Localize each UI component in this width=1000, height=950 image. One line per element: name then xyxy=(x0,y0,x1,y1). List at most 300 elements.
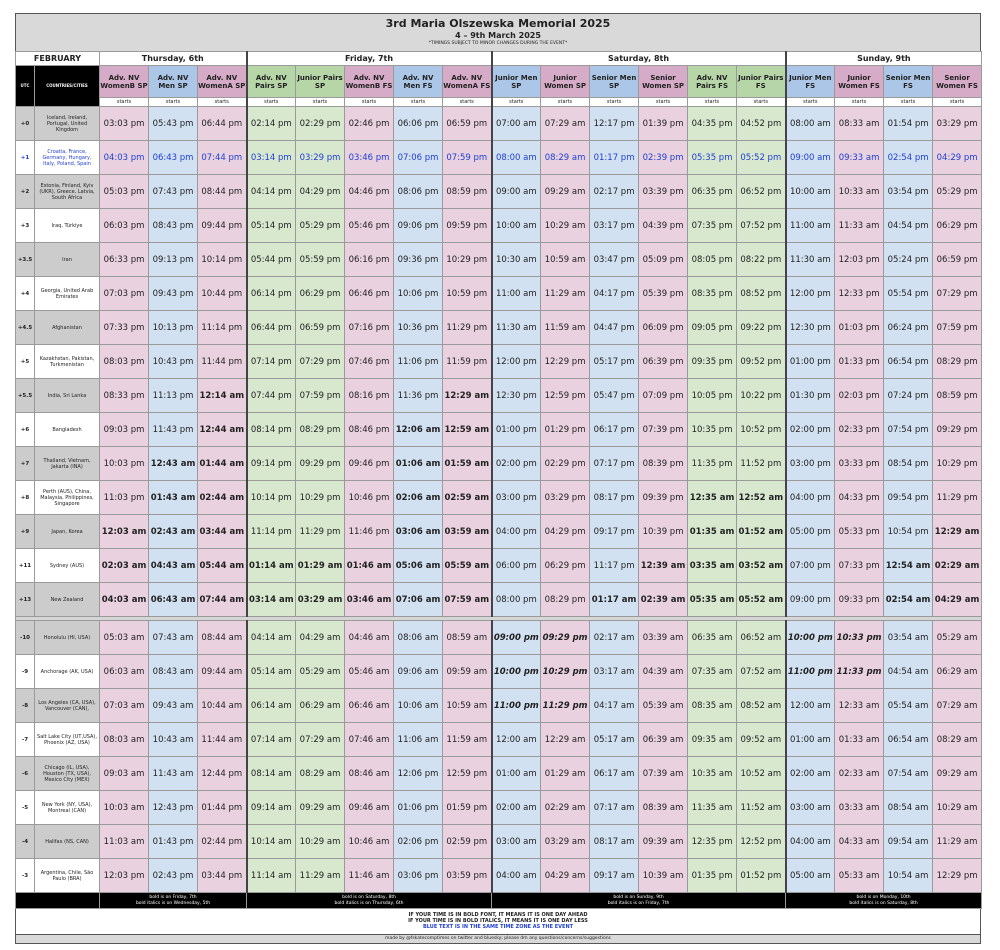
event-header: Junior Pairs FS xyxy=(737,66,786,98)
start-time-cell: 01:00 am xyxy=(786,723,835,757)
start-time-cell: 08:17 pm xyxy=(590,481,639,515)
start-time-cell: 11:29 pm xyxy=(296,515,345,549)
start-time-cell: 04:17 am xyxy=(590,689,639,723)
start-time-cell: 10:33 am xyxy=(835,175,884,209)
start-time-cell: 04:33 pm xyxy=(835,481,884,515)
timezone-row xyxy=(16,311,982,345)
start-time-cell: 07:33 pm xyxy=(100,311,149,345)
utc-offset: +5 xyxy=(16,345,35,379)
utc-offset: -5 xyxy=(16,791,35,825)
start-time-cell: 06:46 pm xyxy=(345,277,394,311)
utc-offset: +4.5 xyxy=(16,311,35,345)
start-time-cell: 03:29 pm xyxy=(541,481,590,515)
starts-label: starts xyxy=(541,98,590,107)
start-time-cell: 08:44 pm xyxy=(198,175,247,209)
start-time-cell: 01:44 am xyxy=(198,447,247,481)
start-time-cell: 12:14 am xyxy=(198,379,247,413)
start-time-cell: 07:54 pm xyxy=(884,413,933,447)
start-time-cell: 05:03 pm xyxy=(100,175,149,209)
start-time-cell: 04:46 am xyxy=(345,621,394,655)
start-time-cell: 12:33 am xyxy=(835,689,884,723)
start-time-cell: 03:33 pm xyxy=(835,447,884,481)
start-time-cell: 04:35 pm xyxy=(688,107,737,141)
start-time-cell: 07:24 pm xyxy=(884,379,933,413)
event-header: Adv. NV WomenB SP xyxy=(100,66,149,98)
starts-label: starts xyxy=(835,98,884,107)
start-time-cell: 08:59 pm xyxy=(933,379,982,413)
start-time-cell: 07:59 am xyxy=(443,583,492,617)
event-header: Adv. NV Pairs FS xyxy=(688,66,737,98)
start-time-cell: 09:29 pm xyxy=(541,621,590,655)
starts-label: starts xyxy=(590,98,639,107)
start-time-cell: 02:00 am xyxy=(492,791,541,825)
start-time-cell: 07:17 pm xyxy=(590,447,639,481)
start-time-cell: 11:17 pm xyxy=(590,549,639,583)
start-time-cell: 11:13 pm xyxy=(149,379,198,413)
country-list: Honolulu (HI, USA) xyxy=(35,621,100,655)
start-time-cell: 10:43 pm xyxy=(149,345,198,379)
starts-label: starts xyxy=(933,98,982,107)
start-time-cell: 07:52 am xyxy=(737,655,786,689)
timezone-row xyxy=(16,757,982,791)
starts-label: starts xyxy=(100,98,149,107)
start-time-cell: 11:29 pm xyxy=(541,689,590,723)
month-label: FEBRUARY xyxy=(16,52,100,66)
starts-label: starts xyxy=(296,98,345,107)
start-time-cell: 09:46 am xyxy=(345,791,394,825)
country-list: Halifax (NS, CAN) xyxy=(35,825,100,859)
start-time-cell: 07:46 am xyxy=(345,723,394,757)
start-time-cell: 06:43 pm xyxy=(149,141,198,175)
start-time-cell: 07:00 pm xyxy=(786,549,835,583)
timezone-row xyxy=(16,413,982,447)
country-list: Los Angeles (CA, USA), Vancouver (CAN), xyxy=(35,689,100,723)
start-time-cell: 07:03 pm xyxy=(100,277,149,311)
start-time-cell: 07:59 pm xyxy=(443,141,492,175)
start-time-cell: 05:35 pm xyxy=(688,141,737,175)
start-time-cell: 12:35 pm xyxy=(688,825,737,859)
start-time-cell: 02:03 am xyxy=(100,549,149,583)
start-time-cell: 12:33 pm xyxy=(835,277,884,311)
legend-bold: bold is on Friday, 7th xyxy=(149,894,197,900)
starts-label: starts xyxy=(786,98,835,107)
start-time-cell: 02:17 pm xyxy=(590,175,639,209)
start-time-cell: 10:29 am xyxy=(296,825,345,859)
start-time-cell: 02:39 pm xyxy=(639,141,688,175)
start-time-cell: 08:14 am xyxy=(247,757,296,791)
utc-offset: +4 xyxy=(16,277,35,311)
start-time-cell: 08:39 am xyxy=(639,791,688,825)
start-time-cell: 07:54 am xyxy=(884,757,933,791)
legend-bold-italic: bold italics is on Saturday, 8th xyxy=(849,900,918,906)
country-list: India, Sri Lanka xyxy=(35,379,100,413)
start-time-cell: 09:17 pm xyxy=(590,515,639,549)
event-header-row xyxy=(16,66,982,98)
start-time-cell: 02:43 pm xyxy=(149,859,198,893)
start-time-cell: 05:03 am xyxy=(100,621,149,655)
start-time-cell: 03:46 am xyxy=(345,583,394,617)
start-time-cell: 11:35 am xyxy=(688,791,737,825)
start-time-cell: 01:39 pm xyxy=(639,107,688,141)
timezone-row xyxy=(16,243,982,277)
start-time-cell: 01:43 am xyxy=(149,481,198,515)
start-time-cell: 07:14 pm xyxy=(247,345,296,379)
start-time-cell: 08:59 pm xyxy=(443,175,492,209)
start-time-cell: 07:35 pm xyxy=(688,209,737,243)
start-time-cell: 09:06 am xyxy=(394,655,443,689)
country-list: Georgia, United Arab Emirates xyxy=(35,277,100,311)
start-time-cell: 05:52 pm xyxy=(737,141,786,175)
timezone-row xyxy=(16,549,982,583)
event-header: Junior Pairs SP xyxy=(296,66,345,98)
start-time-cell: 10:59 am xyxy=(443,689,492,723)
starts-label: starts xyxy=(247,98,296,107)
start-time-cell: 10:05 pm xyxy=(688,379,737,413)
start-time-cell: 11:03 am xyxy=(100,825,149,859)
starts-row xyxy=(16,98,982,107)
start-time-cell: 09:33 pm xyxy=(835,583,884,617)
start-time-cell: 06:16 pm xyxy=(345,243,394,277)
start-time-cell: 06:46 am xyxy=(345,689,394,723)
start-time-cell: 09:17 am xyxy=(590,859,639,893)
start-time-cell: 06:17 am xyxy=(590,757,639,791)
start-time-cell: 03:29 am xyxy=(541,825,590,859)
day-header: Saturday, 8th xyxy=(492,52,786,66)
start-time-cell: 04:14 am xyxy=(247,621,296,655)
legend-notes xyxy=(15,909,981,934)
starts-label: starts xyxy=(737,98,786,107)
start-time-cell: 07:44 pm xyxy=(247,379,296,413)
start-time-cell: 05:29 am xyxy=(933,621,982,655)
start-time-cell: 12:00 am xyxy=(786,689,835,723)
start-time-cell: 01:59 pm xyxy=(443,791,492,825)
start-time-cell: 03:06 am xyxy=(394,515,443,549)
start-time-cell: 01:06 am xyxy=(394,447,443,481)
start-time-cell: 12:00 pm xyxy=(786,277,835,311)
event-header: Senior Women SP xyxy=(639,66,688,98)
utc-offset: -3 xyxy=(16,859,35,893)
start-time-cell: 04:54 pm xyxy=(884,209,933,243)
start-time-cell: 03:00 am xyxy=(786,791,835,825)
utc-header: UTC xyxy=(16,66,35,107)
start-time-cell: 04:46 pm xyxy=(345,175,394,209)
start-time-cell: 08:00 am xyxy=(492,141,541,175)
start-time-cell: 11:29 am xyxy=(541,277,590,311)
event-dates: 4 – 9th March 2025 xyxy=(455,31,541,40)
start-time-cell: 06:29 am xyxy=(296,689,345,723)
start-time-cell: 08:35 pm xyxy=(688,277,737,311)
start-time-cell: 06:17 pm xyxy=(590,413,639,447)
start-time-cell: 09:22 pm xyxy=(737,311,786,345)
start-time-cell: 09:39 am xyxy=(639,825,688,859)
start-time-cell: 04:03 am xyxy=(100,583,149,617)
start-time-cell: 02:06 pm xyxy=(394,825,443,859)
day-legend xyxy=(100,893,247,909)
start-time-cell: 03:39 pm xyxy=(639,175,688,209)
start-time-cell: 05:00 am xyxy=(786,859,835,893)
start-time-cell: 04:52 pm xyxy=(737,107,786,141)
start-time-cell: 10:29 pm xyxy=(933,447,982,481)
start-time-cell: 06:44 pm xyxy=(198,107,247,141)
start-time-cell: 02:54 am xyxy=(884,583,933,617)
start-time-cell: 04:14 pm xyxy=(247,175,296,209)
start-time-cell: 06:29 pm xyxy=(296,277,345,311)
start-time-cell: 12:43 am xyxy=(149,447,198,481)
start-time-cell: 03:47 pm xyxy=(590,243,639,277)
start-time-cell: 08:54 pm xyxy=(884,447,933,481)
start-time-cell: 07:52 pm xyxy=(737,209,786,243)
timezone-row xyxy=(16,107,982,141)
event-header: Adv. NV Men SP xyxy=(149,66,198,98)
start-time-cell: 03:17 am xyxy=(590,655,639,689)
start-time-cell: 07:00 am xyxy=(492,107,541,141)
start-time-cell: 03:59 pm xyxy=(443,859,492,893)
start-time-cell: 07:59 pm xyxy=(933,311,982,345)
day-header: Friday, 7th xyxy=(247,52,492,66)
start-time-cell: 10:29 am xyxy=(933,791,982,825)
start-time-cell: 08:52 pm xyxy=(737,277,786,311)
start-time-cell: 05:29 pm xyxy=(933,175,982,209)
start-time-cell: 11:59 am xyxy=(443,723,492,757)
start-time-cell: 08:39 pm xyxy=(639,447,688,481)
country-list: Afghanistan xyxy=(35,311,100,345)
start-time-cell: 09:00 pm xyxy=(492,621,541,655)
start-time-cell: 08:00 pm xyxy=(492,583,541,617)
utc-offset: +9 xyxy=(16,515,35,549)
start-time-cell: 01:43 pm xyxy=(149,825,198,859)
start-time-cell: 10:29 pm xyxy=(296,481,345,515)
start-time-cell: 08:29 pm xyxy=(933,345,982,379)
start-time-cell: 05:39 pm xyxy=(639,277,688,311)
start-time-cell: 02:33 pm xyxy=(835,413,884,447)
starts-label: starts xyxy=(394,98,443,107)
start-time-cell: 04:00 am xyxy=(492,859,541,893)
legend-bold: bold is on Sunday, 9th xyxy=(613,894,664,900)
start-time-cell: 05:59 pm xyxy=(296,243,345,277)
start-time-cell: 10:29 pm xyxy=(541,655,590,689)
start-time-cell: 04:17 pm xyxy=(590,277,639,311)
start-time-cell: 03:00 pm xyxy=(492,481,541,515)
start-time-cell: 03:06 pm xyxy=(394,859,443,893)
start-time-cell: 03:14 pm xyxy=(247,141,296,175)
start-time-cell: 04:39 am xyxy=(639,655,688,689)
start-time-cell: 12:59 pm xyxy=(443,757,492,791)
start-time-cell: 02:29 am xyxy=(541,791,590,825)
event-header: Adv. NV WomenB FS xyxy=(345,66,394,98)
start-time-cell: 09:14 am xyxy=(247,791,296,825)
start-time-cell: 09:00 pm xyxy=(786,583,835,617)
start-time-cell: 12:30 pm xyxy=(492,379,541,413)
start-time-cell: 10:39 am xyxy=(639,859,688,893)
timezone-table xyxy=(15,51,982,909)
start-time-cell: 10:54 pm xyxy=(884,515,933,549)
start-time-cell: 12:06 pm xyxy=(394,757,443,791)
start-time-cell: 05:52 am xyxy=(737,583,786,617)
event-header: Senior Men SP xyxy=(590,66,639,98)
start-time-cell: 05:09 pm xyxy=(639,243,688,277)
start-time-cell: 06:44 pm xyxy=(247,311,296,345)
start-time-cell: 03:54 pm xyxy=(884,175,933,209)
country-list: Thailand, Vietnam, Jakarta (INA) xyxy=(35,447,100,481)
start-time-cell: 12:29 am xyxy=(933,515,982,549)
start-time-cell: 09:52 am xyxy=(737,723,786,757)
start-time-cell: 07:29 am xyxy=(933,689,982,723)
start-time-cell: 06:59 pm xyxy=(296,311,345,345)
start-time-cell: 06:39 pm xyxy=(639,345,688,379)
start-time-cell: 05:29 am xyxy=(296,655,345,689)
start-time-cell: 05:14 am xyxy=(247,655,296,689)
start-time-cell: 06:14 pm xyxy=(247,277,296,311)
day-legend xyxy=(492,893,786,909)
start-time-cell: 04:29 am xyxy=(541,859,590,893)
start-time-cell: 10:00 am xyxy=(786,175,835,209)
start-time-cell: 10:35 pm xyxy=(688,413,737,447)
start-time-cell: 09:59 am xyxy=(443,655,492,689)
start-time-cell: 11:14 pm xyxy=(198,311,247,345)
start-time-cell: 06:52 am xyxy=(737,621,786,655)
start-time-cell: 01:14 am xyxy=(247,549,296,583)
start-time-cell: 02:33 am xyxy=(835,757,884,791)
country-list: Croatia, France, Germany, Hungary, Italy, Poland, Spain xyxy=(35,141,100,175)
start-time-cell: 10:33 pm xyxy=(835,621,884,655)
start-time-cell: 03:46 pm xyxy=(345,141,394,175)
start-time-cell: 11:14 am xyxy=(247,859,296,893)
start-time-cell: 10:36 pm xyxy=(394,311,443,345)
start-time-cell: 04:29 pm xyxy=(541,515,590,549)
utc-offset: +5.5 xyxy=(16,379,35,413)
start-time-cell: 06:06 pm xyxy=(394,107,443,141)
start-time-cell: 04:29 am xyxy=(933,583,982,617)
start-time-cell: 10:59 am xyxy=(541,243,590,277)
start-time-cell: 08:35 am xyxy=(688,689,737,723)
start-time-cell: 11:43 pm xyxy=(149,413,198,447)
utc-offset: +1 xyxy=(16,141,35,175)
note-bold-italic: IF YOUR TIME IS IN BOLD ITALICS, IT MEANS IT IS ONE DAY LESS xyxy=(408,918,588,924)
country-list: New Zealand xyxy=(35,583,100,617)
start-time-cell: 01:00 pm xyxy=(786,345,835,379)
start-time-cell: 09:43 pm xyxy=(149,277,198,311)
start-time-cell: 08:16 pm xyxy=(345,379,394,413)
event-header: Adv. NV WomenA FS xyxy=(443,66,492,98)
start-time-cell: 03:59 am xyxy=(443,515,492,549)
start-time-cell: 01:52 pm xyxy=(737,859,786,893)
start-time-cell: 11:06 am xyxy=(394,723,443,757)
start-time-cell: 06:24 pm xyxy=(884,311,933,345)
start-time-cell: 05:33 am xyxy=(835,859,884,893)
start-time-cell: 07:44 pm xyxy=(198,141,247,175)
start-time-cell: 02:00 pm xyxy=(492,447,541,481)
start-time-cell: 01:17 am xyxy=(590,583,639,617)
start-time-cell: 07:29 pm xyxy=(933,277,982,311)
country-list: Salt Lake City (UT,USA), Phoenix (AZ, USA) xyxy=(35,723,100,757)
start-time-cell: 08:03 am xyxy=(100,723,149,757)
start-time-cell: 09:29 am xyxy=(296,791,345,825)
start-time-cell: 02:00 am xyxy=(786,757,835,791)
start-time-cell: 06:14 am xyxy=(247,689,296,723)
start-time-cell: 09:44 am xyxy=(198,655,247,689)
start-time-cell: 04:47 pm xyxy=(590,311,639,345)
start-time-cell: 03:44 am xyxy=(198,515,247,549)
start-time-cell: 05:44 pm xyxy=(247,243,296,277)
start-time-cell: 10:54 am xyxy=(884,859,933,893)
start-time-cell: 08:33 pm xyxy=(100,379,149,413)
start-time-cell: 08:43 am xyxy=(149,655,198,689)
country-list: Kazakhstan, Pakistan, Turkmenistan xyxy=(35,345,100,379)
timezone-row xyxy=(16,379,982,413)
event-header: Adv. NV Pairs SP xyxy=(247,66,296,98)
start-time-cell: 06:59 pm xyxy=(933,243,982,277)
start-time-cell: 10:46 am xyxy=(345,825,394,859)
start-time-cell: 11:29 pm xyxy=(443,311,492,345)
start-time-cell: 04:00 pm xyxy=(786,481,835,515)
utc-offset: +6 xyxy=(16,413,35,447)
start-time-cell: 08:46 pm xyxy=(345,413,394,447)
start-time-cell: 05:17 am xyxy=(590,723,639,757)
start-time-cell: 02:29 pm xyxy=(296,107,345,141)
start-time-cell: 08:06 pm xyxy=(394,175,443,209)
start-time-cell: 11:46 pm xyxy=(345,515,394,549)
start-time-cell: 03:39 am xyxy=(639,621,688,655)
start-time-cell: 10:59 pm xyxy=(443,277,492,311)
starts-label: starts xyxy=(149,98,198,107)
start-time-cell: 05:00 pm xyxy=(786,515,835,549)
event-header: Adv. NV Men FS xyxy=(394,66,443,98)
start-time-cell: 03:29 pm xyxy=(296,141,345,175)
starts-label: starts xyxy=(688,98,737,107)
utc-offset: -4 xyxy=(16,825,35,859)
starts-label: starts xyxy=(639,98,688,107)
start-time-cell: 09:44 pm xyxy=(198,209,247,243)
start-time-cell: 09:52 pm xyxy=(737,345,786,379)
start-time-cell: 11:30 am xyxy=(492,311,541,345)
start-time-cell: 02:17 am xyxy=(590,621,639,655)
start-time-cell: 06:54 am xyxy=(884,723,933,757)
start-time-cell: 07:46 pm xyxy=(345,345,394,379)
starts-label: starts xyxy=(492,98,541,107)
event-header: Senior Women FS xyxy=(933,66,982,98)
start-time-cell: 07:39 am xyxy=(639,757,688,791)
start-time-cell: 12:00 am xyxy=(492,723,541,757)
start-time-cell: 04:29 pm xyxy=(933,141,982,175)
start-time-cell: 01:33 am xyxy=(835,723,884,757)
start-time-cell: 07:17 am xyxy=(590,791,639,825)
start-time-cell: 10:00 pm xyxy=(492,655,541,689)
legend-bold: bold is on Saturday, 8th xyxy=(342,894,396,900)
start-time-cell: 04:00 am xyxy=(786,825,835,859)
start-time-cell: 05:46 am xyxy=(345,655,394,689)
start-time-cell: 06:33 pm xyxy=(100,243,149,277)
start-time-cell: 08:33 am xyxy=(835,107,884,141)
event-header: Junior Men SP xyxy=(492,66,541,98)
country-list: Iraq, Türkiye xyxy=(35,209,100,243)
timezone-row xyxy=(16,655,982,689)
start-time-cell: 10:14 am xyxy=(247,825,296,859)
start-time-cell: 07:33 pm xyxy=(835,549,884,583)
start-time-cell: 06:00 pm xyxy=(492,549,541,583)
start-time-cell: 07:29 am xyxy=(296,723,345,757)
start-time-cell: 11:00 am xyxy=(786,209,835,243)
start-time-cell: 05:54 pm xyxy=(884,277,933,311)
start-time-cell: 08:17 am xyxy=(590,825,639,859)
utc-offset: +7 xyxy=(16,447,35,481)
start-time-cell: 06:29 pm xyxy=(541,549,590,583)
start-time-cell: 10:39 pm xyxy=(639,515,688,549)
start-time-cell: 11:03 pm xyxy=(100,481,149,515)
event-header: Junior Women SP xyxy=(541,66,590,98)
start-time-cell: 03:00 am xyxy=(492,825,541,859)
start-time-cell: 06:35 pm xyxy=(688,175,737,209)
start-time-cell: 12:44 pm xyxy=(198,757,247,791)
